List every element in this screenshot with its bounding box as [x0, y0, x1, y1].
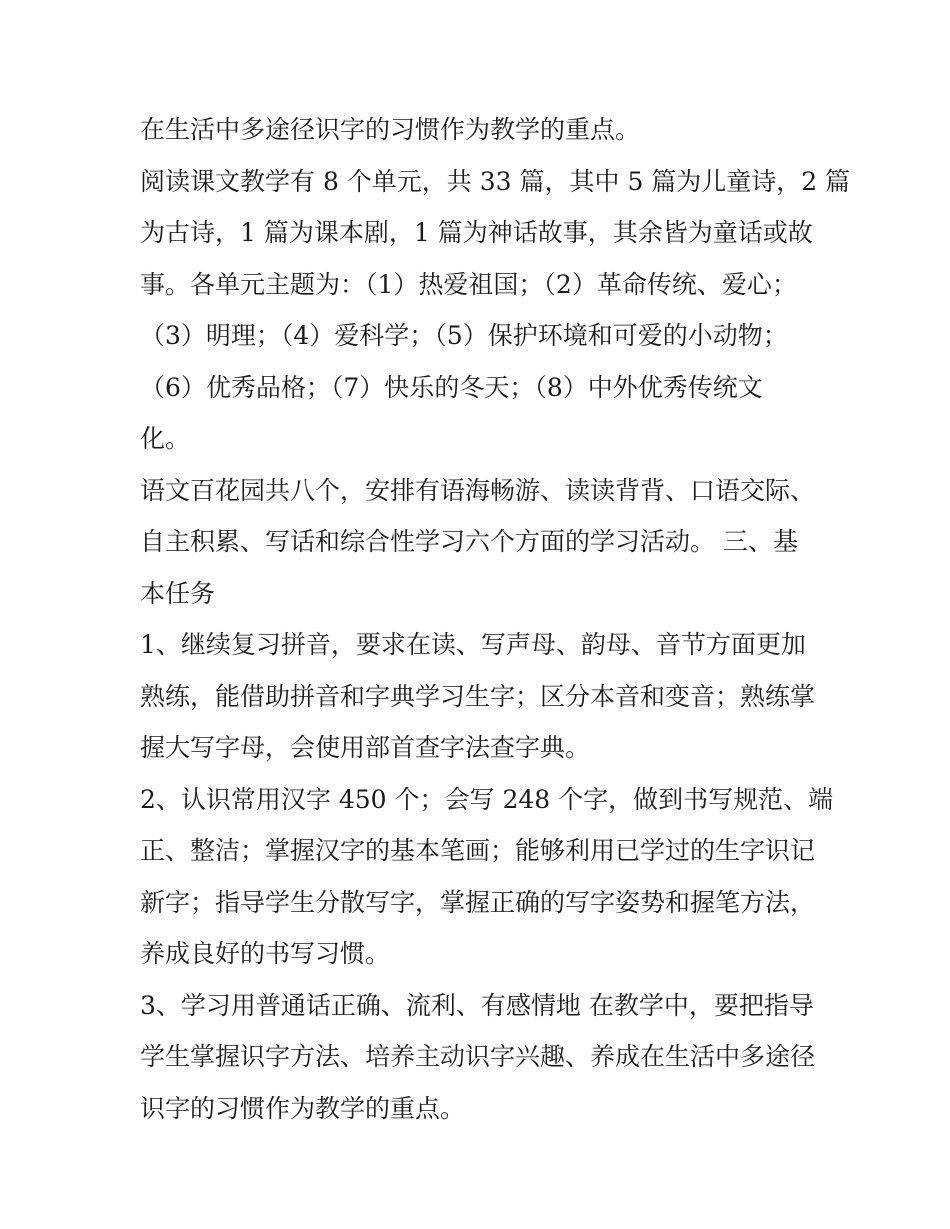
text-line: 化。	[140, 424, 191, 453]
text-line: 熟练，能借助拼音和字典学习生字；区分本音和变音；熟练掌	[140, 681, 816, 711]
text-line: 为古诗，1 篇为课本剧，1 篇为神话故事，其余皆为童话或故	[140, 218, 813, 247]
text-line: 本任务	[140, 578, 216, 608]
text-line: 识字的习惯作为教学的重点。	[140, 1093, 466, 1123]
text-line: 阅读课文教学有 8 个单元，共 33 篇，其中 5 篇为儿童诗，2 篇	[140, 166, 851, 196]
text-line: （3）明理；（4）爱科学；（5）保护环境和可爱的小动物；	[140, 321, 788, 350]
text-line: 新字；指导学生分散写字，掌握正确的写字姿势和握笔方法，	[140, 887, 816, 917]
text-line: 养成良好的书写习惯。	[140, 939, 391, 968]
text-line: （6）优秀品格；（7）快乐的冬天；（8）中外优秀传统文	[140, 372, 763, 402]
text-line: 握大写字母，会使用部首查字法查字典。	[140, 733, 591, 762]
text-line: 2、认识常用汉字 450 个；会写 248 个字，做到书写规范、端	[140, 784, 834, 814]
text-line: 事。各单元主题为：（1）热爱祖国；（2）革命传统、爱心；	[140, 269, 797, 299]
text-line: 在生活中多途径识字的习惯作为教学的重点。	[140, 115, 641, 144]
text-line: 学生掌握识字方法、培养主动识字兴趣、养成在生活中多途径	[140, 1042, 816, 1071]
text-line: 3、学习用普通话正确、流利、有感情地 在教学中，要把指导	[140, 990, 814, 1020]
text-line: 语文百花园共八个，安排有语海畅游、读读背背、口语交际、	[140, 475, 816, 505]
text-line: 正、整洁；掌握汉字的基本笔画；能够利用已学过的生字识记	[140, 836, 816, 865]
text-line: 自主积累、写话和综合性学习六个方面的学习活动。 三、基	[140, 527, 798, 556]
document-body	[140, 104, 851, 1134]
text-line: 1、继续复习拼音，要求在读、写声母、韵母、音节方面更加	[140, 630, 806, 659]
